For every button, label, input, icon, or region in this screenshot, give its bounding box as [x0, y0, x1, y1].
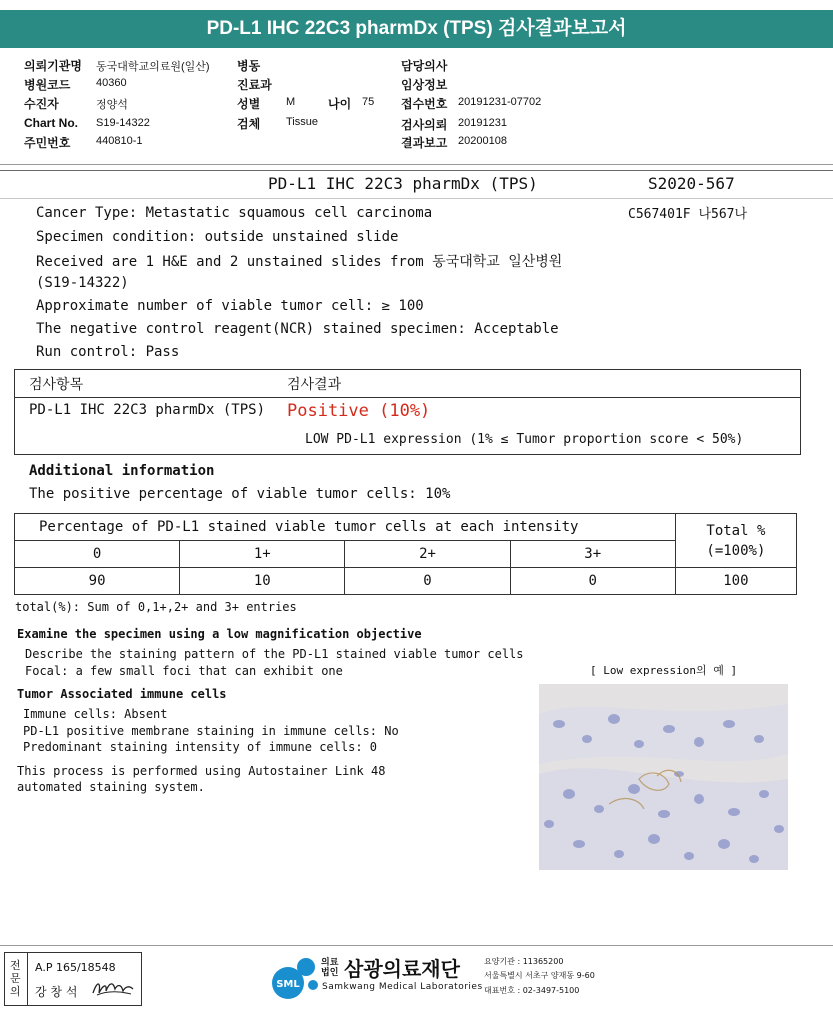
phone: 대표번호 : 02-3497-5100	[484, 986, 580, 995]
process-line: automated staining system.	[17, 780, 205, 794]
total-header: Total % (=100%)	[675, 514, 796, 568]
additional-text: The positive percentage of viable tumor cells: 10%	[29, 486, 451, 502]
address: 서울특별시 서초구 양재동 9-60	[484, 971, 595, 980]
signature-icon	[91, 977, 135, 999]
chart-value: S19-14322	[96, 117, 150, 129]
block-id: C567401F 나567나	[628, 207, 748, 222]
expression-level: LOW PD-L1 expression (1% ≤ Tumor proportion score < 50%)	[305, 432, 744, 447]
info-line: (S19-14322)	[36, 275, 129, 291]
institution-number: 요양기관 : 11365200	[484, 957, 564, 966]
report-date-label: 결과보고	[401, 136, 448, 150]
report-title: PD-L1 IHC 22C3 pharmDx (TPS) 검사결과보고서	[0, 10, 833, 48]
test-result: Positive (10%)	[287, 401, 431, 421]
process-line: This process is performed using Autostainer Link 48	[17, 764, 386, 778]
report-date-value: 20200108	[458, 135, 507, 147]
org-name: 삼광의료재단	[344, 957, 460, 981]
examine-line: Describe the staining pattern of the PD-L1 stained viable tumor cells	[25, 647, 524, 661]
intensity-value: 90	[15, 568, 180, 595]
doctor-label: 담당의사	[401, 59, 448, 73]
request-label: 검사의뢰	[401, 118, 448, 132]
specimen-label: 검체	[237, 117, 261, 131]
intensity-table	[14, 513, 797, 595]
patient-label: 수진자	[24, 97, 59, 111]
result-box	[14, 369, 801, 455]
intensity-table-header: Percentage of PD-L1 stained viable tumor cells at each intensity	[15, 514, 676, 541]
immune-line: PD-L1 positive membrane staining in immune cells: No	[23, 724, 399, 738]
sex-value: M	[286, 96, 296, 108]
specialist-number: A.P 165/18548	[35, 961, 116, 974]
intensity-value: 10	[180, 568, 345, 595]
specimen-value: Tissue	[286, 116, 318, 128]
specialist-side-label: 전문의	[10, 959, 21, 998]
chart-label: Chart No.	[24, 116, 78, 130]
header-divider-2	[0, 170, 833, 171]
intensity-value: 0	[510, 568, 675, 595]
immune-line: Immune cells: Absent	[23, 707, 168, 721]
test-heading: PD-L1 IHC 22C3 pharmDx (TPS)	[268, 174, 538, 193]
receipt-value: 20191231-07702	[458, 96, 542, 108]
hospital-code-label: 병원코드	[24, 78, 71, 92]
intensity-label: 1+	[180, 541, 345, 568]
ward-label: 병동	[237, 59, 261, 73]
patient-value: 정양석	[96, 99, 128, 111]
hospital-code-value: 40360	[96, 77, 127, 89]
sml-logo-text: SML	[276, 979, 300, 990]
info-line: Received are 1 H&E and 2 unstained slides from 동국대학교 일산병원	[36, 254, 563, 270]
footer-divider	[0, 945, 833, 946]
specialist-side	[5, 953, 28, 1005]
header-divider	[0, 164, 833, 165]
case-number: S2020-567	[648, 174, 735, 193]
result-header: 검사결과	[287, 377, 342, 393]
id-value: 440810-1	[96, 135, 143, 147]
microscopy-example-image	[539, 684, 788, 870]
info-line: Cancer Type: Metastatic squamous cell carcinoma	[36, 205, 433, 221]
tissue-illustration	[539, 684, 788, 870]
age-label: 나이	[328, 97, 352, 111]
org-english: Samkwang Medical Laboratories	[322, 982, 483, 992]
dept-label: 진료과	[237, 78, 272, 92]
institution-value: 동국대학교의료원(일산)	[96, 61, 210, 73]
examine-heading: Examine the specimen using a low magnification objective	[17, 627, 422, 641]
intensity-value: 0	[345, 568, 510, 595]
info-line: Specimen condition: outside unstained slide	[36, 229, 399, 245]
sml-logo-icon	[268, 953, 320, 1001]
sex-label: 성별	[237, 97, 261, 111]
id-label: 주민번호	[24, 136, 71, 150]
info-line: Run control: Pass	[36, 344, 180, 360]
institution-label: 의뢰기관명	[24, 59, 82, 73]
immune-heading: Tumor Associated immune cells	[17, 687, 227, 701]
item-header: 검사항목	[29, 377, 84, 393]
total-value: 100	[675, 568, 796, 595]
org-prefix: 의료 법인	[321, 958, 339, 978]
clinical-label: 임상정보	[401, 78, 448, 92]
example-caption: [ Low expression의 예 ]	[590, 664, 738, 677]
patient-header	[24, 57, 824, 157]
info-line: Approximate number of viable tumor cell: ≥ 100	[36, 298, 424, 314]
intensity-label: 3+	[510, 541, 675, 568]
intensity-label: 0	[15, 541, 180, 568]
section-divider	[0, 198, 833, 199]
immune-line: Predominant staining intensity of immune cells: 0	[23, 740, 378, 754]
receipt-label: 접수번호	[401, 97, 448, 111]
specialist-name: 강 창 석	[35, 985, 78, 999]
result-box-divider	[15, 397, 800, 398]
specialist-box	[4, 952, 142, 1006]
intensity-label: 2+	[345, 541, 510, 568]
examine-line: Focal: a few small foci that can exhibit one	[25, 664, 343, 678]
age-value: 75	[362, 96, 375, 108]
test-item: PD-L1 IHC 22C3 pharmDx (TPS)	[29, 402, 266, 418]
additional-heading: Additional information	[29, 463, 215, 479]
table-note: total(%): Sum of 0,1+,2+ and 3+ entries	[15, 600, 297, 614]
request-value: 20191231	[458, 117, 507, 129]
info-line: The negative control reagent(NCR) stained specimen: Acceptable	[36, 321, 559, 337]
